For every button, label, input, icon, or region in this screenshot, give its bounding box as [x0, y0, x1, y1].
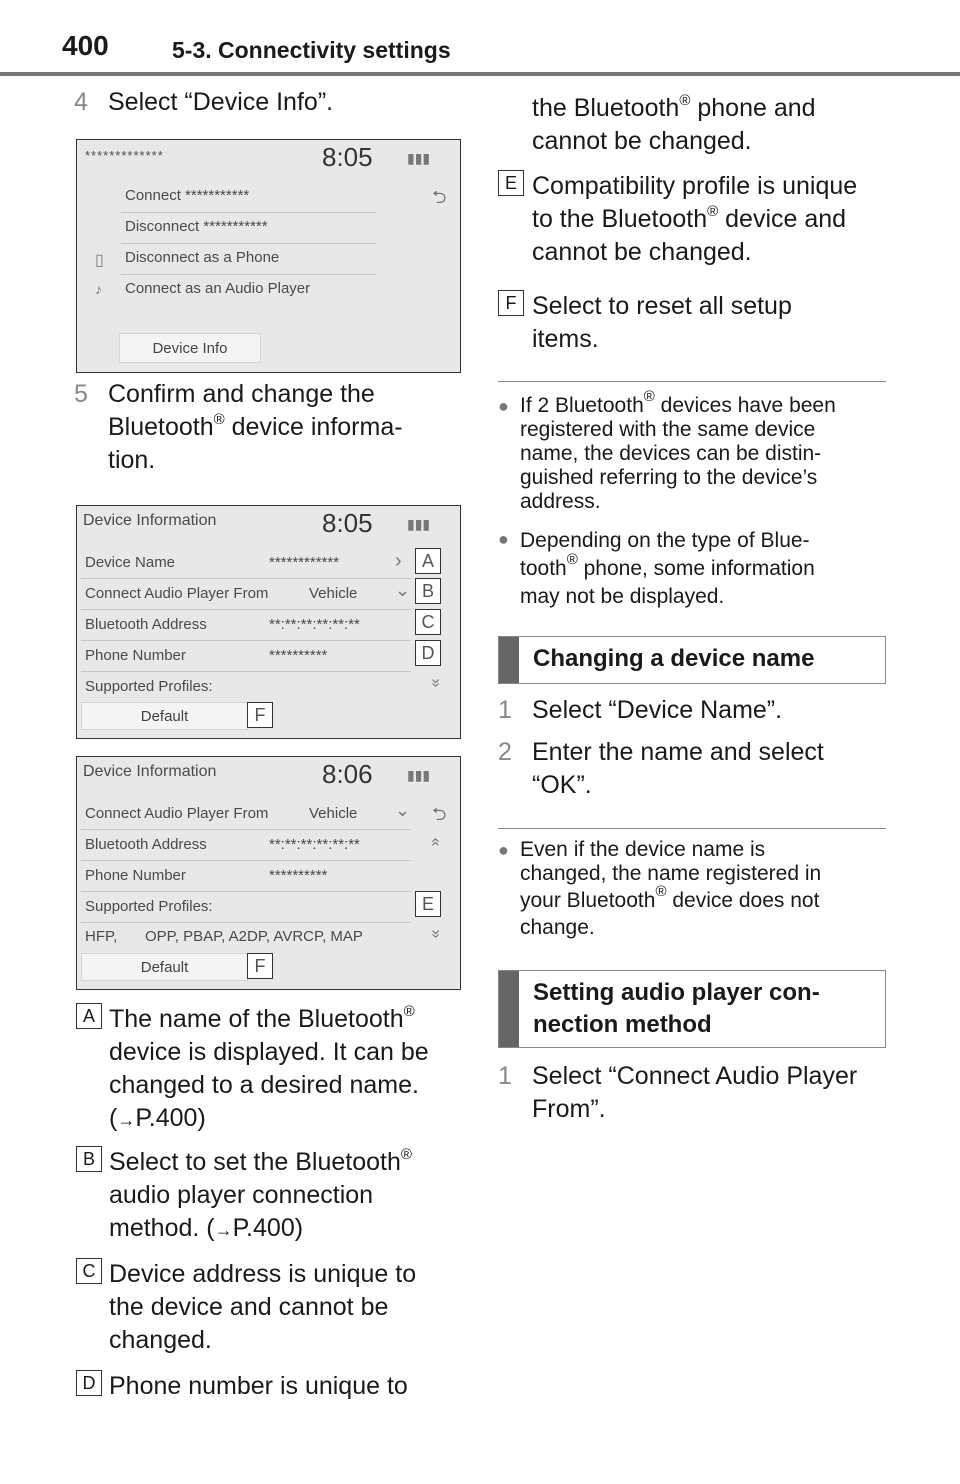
music-icon: ♪: [95, 281, 102, 297]
description-e: Compatibility profile is unique to the Bluetooth® device and cannot be changed.: [532, 172, 858, 266]
callout-a: A: [415, 548, 441, 574]
callout-e: E: [415, 891, 441, 917]
callout-f: F: [247, 702, 273, 728]
note-name-change: ● Even if the device name is changed, the name registered in your Bluetooth® device does not change.: [498, 838, 822, 939]
section-heading: Changing a device name: [533, 645, 815, 672]
row-value: **:**:**:**:**:**: [269, 836, 360, 853]
label-e: E: [498, 170, 524, 196]
description-c: Device address is unique to the device and cannot be changed.: [109, 1260, 417, 1354]
chevron-down-icon: ⌄: [395, 580, 411, 600]
row-value: **:**:**:**:**:**: [269, 616, 360, 633]
device-info-button[interactable]: Device Info: [119, 333, 261, 363]
menu-item-disconnect-phone[interactable]: Disconnect as a Phone: [125, 249, 280, 266]
section-title: 5-3. Connectivity settings: [172, 37, 451, 63]
step-number: 4: [74, 88, 88, 116]
row-value: **********: [269, 867, 328, 884]
row-label[interactable]: Connect Audio Player From: [85, 805, 269, 822]
section-audio-player-connection: [498, 970, 886, 1048]
row-label: Bluetooth Address: [85, 836, 207, 853]
callout-c: C: [415, 609, 441, 635]
step-number: 5: [74, 380, 88, 408]
section2-step-1: 1 Select “Connect Audio Player From”.: [498, 1062, 858, 1123]
row-label: Supported Profiles:: [85, 678, 213, 695]
label-c: C: [76, 1258, 102, 1284]
signal-icon: ▮▮▮: [407, 767, 431, 783]
screen-title: Device Information: [83, 763, 217, 780]
scroll-down-icon[interactable]: »: [427, 929, 445, 939]
section1-step-1: 1 Select “Device Name”.: [498, 696, 783, 724]
row-label: Phone Number: [85, 867, 186, 884]
label-d: D: [76, 1370, 102, 1396]
arrow-icon: →: [214, 1220, 233, 1240]
label-a: A: [76, 1003, 102, 1029]
menu-item-connect-audio[interactable]: Connect as an Audio Player: [125, 280, 311, 297]
section-bar: [499, 971, 519, 1047]
phone-icon: ▯: [95, 252, 104, 269]
profiles-label: HFP,: [85, 928, 118, 945]
row-value: Vehicle: [309, 585, 358, 602]
callout-b: B: [415, 578, 441, 604]
row-value: ************: [269, 554, 340, 571]
back-icon[interactable]: ⮌: [432, 804, 447, 824]
menu-item-connect[interactable]: Connect ***********: [125, 187, 250, 204]
note-phone-type: ● Depending on the type of Blue- tooth® phone, some information may not be displayed.: [498, 529, 815, 608]
label-f: F: [498, 290, 524, 316]
section-heading: Setting audio player con- nection method: [533, 979, 820, 1038]
description-d-part1: Phone number is unique to: [109, 1372, 408, 1400]
bullet-icon: ●: [498, 396, 509, 416]
header-rule: [0, 72, 960, 76]
description-b: Select to set the Bluetooth® audio player connection method. (→P.400): [109, 1146, 412, 1242]
row-label: Supported Profiles:: [85, 898, 213, 915]
menu-item-disconnect[interactable]: Disconnect ***********: [125, 218, 268, 235]
step-4: [74, 86, 474, 120]
bullet-icon: ●: [498, 529, 509, 549]
screen-title: Device Information: [83, 512, 217, 529]
screen-clock: 8:06: [322, 759, 373, 789]
step-text: Select “Device Info”.: [108, 88, 334, 116]
row-label: Bluetooth Address: [85, 616, 207, 633]
row-value: Vehicle: [309, 805, 358, 822]
callout-f: F: [247, 953, 273, 979]
description-d-part2: the Bluetooth® phone and cannot be changed.: [532, 92, 816, 155]
screen-clock: 8:05: [322, 508, 373, 538]
signal-icon: ▮▮▮: [407, 150, 431, 166]
step-5: 5 Confirm and change the Bluetooth® device informa- tion.: [74, 380, 403, 474]
label-b: B: [76, 1146, 102, 1172]
row-label: Phone Number: [85, 647, 186, 664]
back-icon[interactable]: ⮌: [432, 187, 447, 207]
default-button[interactable]: Default: [81, 953, 248, 981]
description-f: Select to reset all setup items.: [532, 292, 792, 353]
note-separator: [498, 828, 886, 829]
screen-title: *************: [85, 148, 164, 163]
note-same-name: ● If 2 Bluetooth® devices have been registered with the same device name, the devices can be distin- guished referring to the device’s address.: [498, 388, 836, 513]
row-value: **********: [269, 647, 328, 664]
default-button[interactable]: Default: [81, 702, 248, 730]
bullet-icon: ●: [498, 840, 509, 860]
chevron-right-icon: ›: [395, 550, 402, 572]
screenshot-device-information-1: [76, 505, 461, 739]
section-bar: [499, 637, 519, 683]
scroll-up-icon[interactable]: »: [426, 837, 444, 847]
screen-clock: 8:05: [322, 142, 373, 172]
note-separator: [498, 381, 886, 382]
page-number: 400: [62, 30, 109, 61]
section-changing-device-name: [498, 636, 886, 684]
row-label[interactable]: Device Name: [85, 554, 176, 571]
section1-step-2: 2 Enter the name and select “OK”.: [498, 738, 824, 799]
scroll-down-icon[interactable]: »: [427, 678, 445, 688]
profiles-value: OPP, PBAP, A2DP, AVRCP, MAP: [145, 928, 363, 945]
signal-icon: ▮▮▮: [407, 516, 431, 532]
screenshot-device-menu: [76, 139, 461, 373]
row-label[interactable]: Connect Audio Player From: [85, 585, 269, 602]
callout-d: D: [415, 640, 441, 666]
chevron-down-icon: ⌄: [395, 800, 411, 820]
arrow-icon: →: [117, 1110, 136, 1130]
screenshot-device-information-2: [76, 756, 461, 990]
description-a: The name of the Bluetooth® device is displayed. It can be changed to a desired name. (→P.400): [109, 1003, 429, 1132]
